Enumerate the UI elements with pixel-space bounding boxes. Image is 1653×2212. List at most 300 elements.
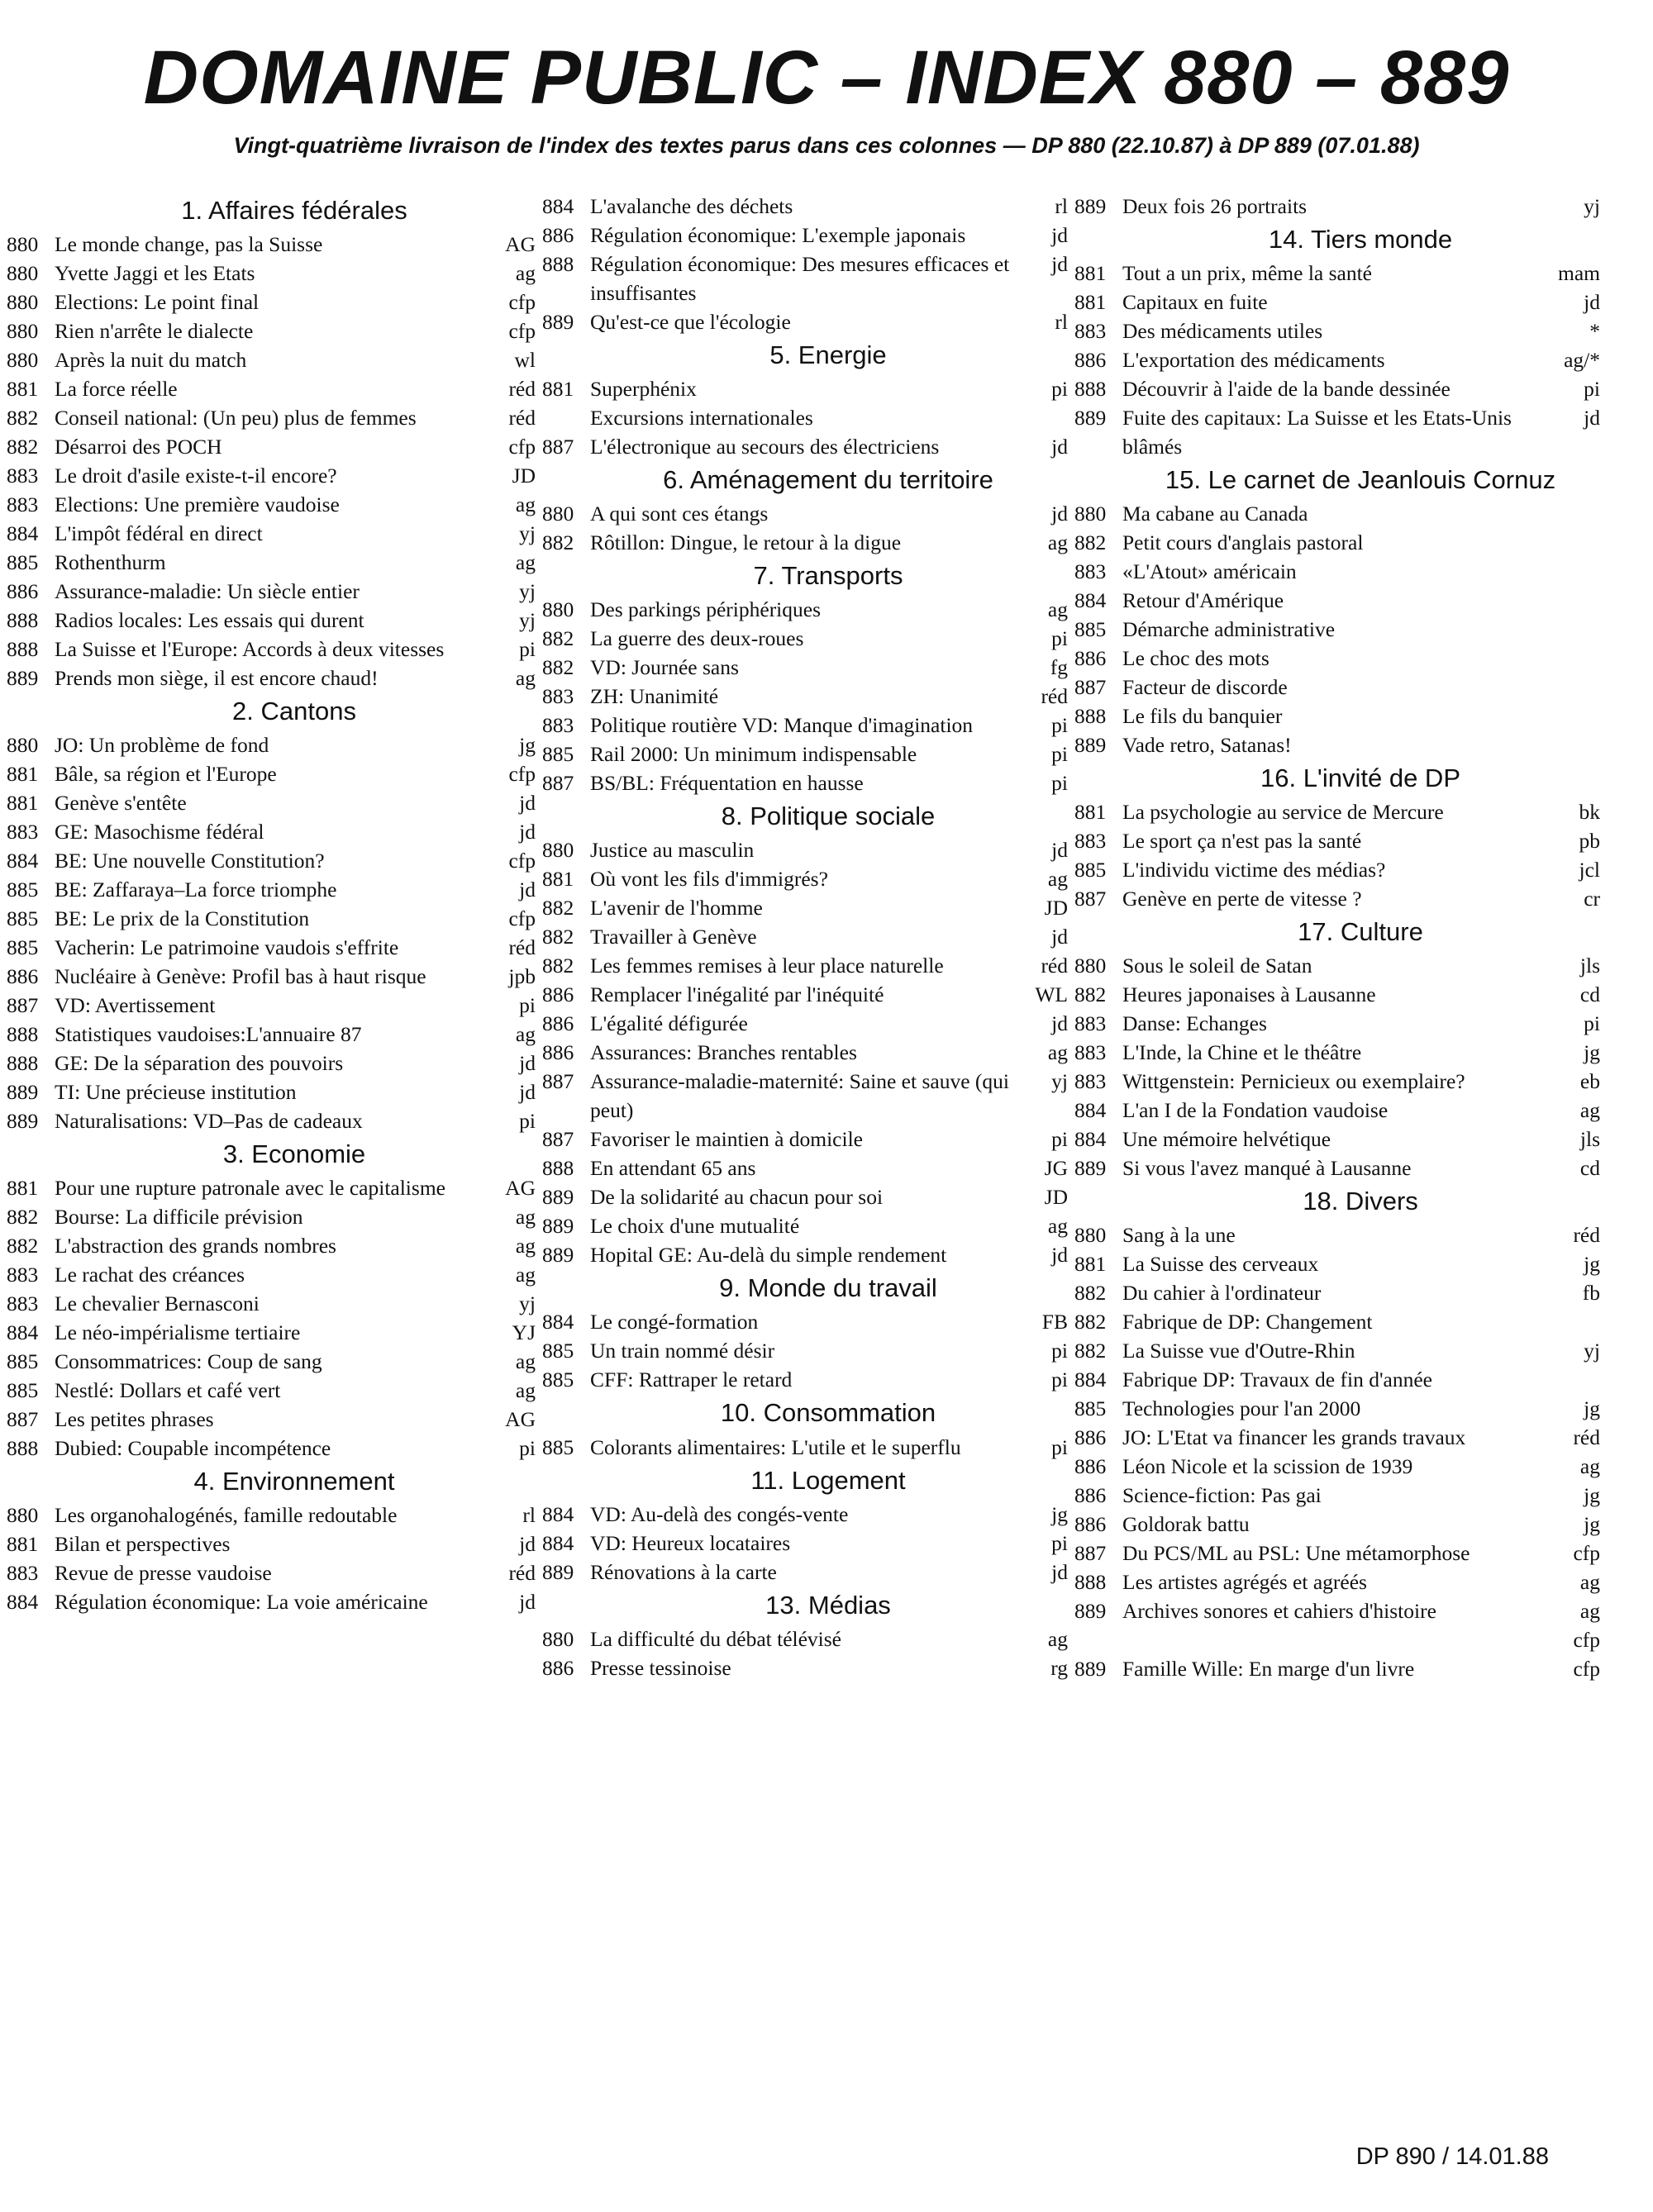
issue-number: 889	[542, 310, 574, 334]
section-heading: 10. Consommation	[720, 1398, 936, 1428]
issue-number: 885	[7, 550, 39, 575]
issue-number: 889	[7, 666, 39, 691]
issue-number: 882	[7, 435, 39, 459]
article-title: Science-fiction: Pas gai	[1122, 1483, 1322, 1508]
issue-number: 888	[1074, 704, 1107, 729]
article-title: Fuite des capitaux: La Suisse et les Etats-Unis blâmés	[1122, 406, 1512, 459]
article-title: Désarroi des POCH	[55, 435, 222, 459]
index-entry	[7, 403, 536, 432]
issue-number: 881	[1074, 1252, 1107, 1277]
index-entry	[1074, 615, 1600, 644]
author-initials: jg	[1584, 1483, 1600, 1508]
author-initials: jd	[519, 1051, 536, 1076]
issue-number: 883	[1074, 1069, 1107, 1094]
article-title: Remplacer l'inégalité par l'inéquité	[590, 982, 884, 1007]
index-entry	[542, 1558, 1068, 1586]
author-initials: réd	[1041, 684, 1068, 709]
issue-number: 883	[7, 1292, 39, 1316]
section-heading: 13. Médias	[765, 1590, 891, 1620]
author-initials: cfp	[508, 290, 536, 315]
index-entry	[7, 1529, 536, 1558]
author-initials: ag	[515, 550, 536, 575]
index-entry	[1074, 855, 1600, 884]
author-initials: pi	[1584, 377, 1600, 402]
section-heading: 2. Cantons	[232, 697, 356, 726]
index-entry	[542, 1154, 1068, 1182]
page-title: DOMAINE PUBLIC – INDEX 880 – 889	[143, 36, 1510, 120]
issue-number: 884	[1074, 1368, 1107, 1392]
issue-number: 882	[7, 1205, 39, 1230]
author-initials: rg	[1050, 1655, 1068, 1680]
index-entry	[542, 711, 1068, 740]
issue-number: 880	[7, 1503, 39, 1528]
issue-number: 886	[1074, 1425, 1107, 1450]
issue-number: 889	[7, 1109, 39, 1134]
issue-number: 883	[7, 1263, 39, 1287]
index-section	[1074, 1182, 1600, 1683]
article-title: L'Inde, la Chine et le théâtre	[1122, 1040, 1362, 1065]
index-entry	[542, 528, 1068, 557]
issue-number: 886	[1074, 646, 1107, 671]
index-entry	[1074, 673, 1600, 702]
issue-number: 880	[1074, 502, 1107, 526]
article-title: Nucléaire à Genève: Profil bas à haut risque	[55, 964, 426, 989]
author-initials: pi	[1051, 1368, 1068, 1392]
author-initials: cd	[1579, 1156, 1600, 1181]
issue-number: 888	[7, 1051, 39, 1076]
article-title: La Suisse et l'Europe: Accords à deux vitesses	[55, 637, 445, 662]
index-entry	[1074, 1278, 1600, 1307]
issue-number: 880	[7, 733, 39, 758]
issue-number: 880	[7, 348, 39, 373]
author-initials: jd	[519, 820, 536, 844]
index-entry	[1074, 1481, 1600, 1510]
index-section	[542, 797, 1068, 1269]
issue-number: 880	[1074, 1223, 1107, 1248]
author-initials: cfp	[508, 762, 536, 787]
index-section	[542, 1586, 1068, 1682]
index-entry	[7, 345, 536, 374]
issue-number: 887	[542, 1069, 574, 1094]
article-title: Nestlé: Dollars et café vert	[55, 1378, 281, 1403]
article-title: Rien n'arrête le dialecte	[55, 319, 254, 344]
index-entry	[7, 1202, 536, 1231]
author-initials: réd	[508, 377, 536, 402]
article-title: Bourse: La difficile prévision	[55, 1205, 303, 1230]
issue-number: 880	[1074, 954, 1107, 978]
index-entry	[542, 835, 1068, 864]
index-entry	[1074, 1249, 1600, 1278]
author-initials: jd	[1051, 925, 1068, 949]
article-title: Léon Nicole et la scission de 1939	[1122, 1454, 1413, 1479]
article-title: Petit cours d'anglais pastoral	[1122, 530, 1364, 555]
author-initials: réd	[1573, 1425, 1600, 1450]
author-initials: ag cfp	[1573, 1599, 1600, 1653]
author-initials: réd	[1573, 1223, 1600, 1248]
article-title: L'abstraction des grands nombres	[55, 1234, 336, 1258]
index-entry	[7, 490, 536, 519]
author-initials: pi	[1051, 1434, 1068, 1459]
article-title: Presse tessinoise	[590, 1655, 731, 1680]
index-entry	[542, 980, 1068, 1009]
index-entry	[7, 875, 536, 904]
article-title: Démarche administrative	[1122, 617, 1336, 642]
index-entry	[1074, 403, 1600, 461]
article-title: BE: Une nouvelle Constitution?	[55, 849, 325, 873]
article-title: Un train nommé désir	[590, 1339, 775, 1363]
index-entry	[7, 316, 536, 345]
article-title: A qui sont ces étangs	[590, 502, 769, 526]
issue-number: 885	[1074, 1396, 1107, 1421]
index-entry	[7, 461, 536, 490]
issue-number: 882	[1074, 530, 1107, 555]
author-initials: jd	[1051, 1011, 1068, 1036]
author-initials: jd	[1051, 1559, 1068, 1584]
index-entry	[7, 730, 536, 759]
issue-number: 889	[7, 1080, 39, 1105]
article-title: L'individu victime des médias?	[1122, 858, 1386, 882]
index-entry	[7, 1405, 536, 1434]
index-entry	[542, 1625, 1068, 1653]
index-entry	[1074, 980, 1600, 1009]
article-title: Les petites phrases	[55, 1407, 214, 1432]
index-entry	[7, 1289, 536, 1318]
index-entry	[542, 1240, 1068, 1269]
author-initials: yj	[1584, 1339, 1600, 1363]
issue-number: 885	[7, 878, 39, 902]
issue-number: 882	[7, 406, 39, 431]
issue-number: 885	[542, 1339, 574, 1363]
index-entry	[1074, 1307, 1600, 1336]
index-entry	[1074, 1125, 1600, 1154]
index-entry	[542, 432, 1068, 461]
index-entry	[542, 922, 1068, 951]
index-entry	[7, 1231, 536, 1260]
article-title: Naturalisations: VD–Pas de cadeaux	[55, 1109, 363, 1134]
article-title: Technologies pour l'an 2000	[1122, 1396, 1361, 1421]
author-initials: yj	[1584, 194, 1600, 218]
article-title: Le congé-formation	[590, 1310, 759, 1334]
index-entry	[542, 740, 1068, 768]
author-initials: jcl	[1579, 858, 1600, 882]
issue-number: 887	[1074, 1541, 1107, 1566]
article-title: Genève en perte de vitesse ?	[1122, 887, 1362, 911]
index-entry	[542, 595, 1068, 624]
author-initials: jg	[1584, 1252, 1600, 1277]
author-initials: ag	[515, 1234, 536, 1258]
issue-number: 886	[1074, 1483, 1107, 1508]
author-initials: bk	[1579, 800, 1600, 825]
author-initials: réd	[1041, 954, 1068, 978]
article-title: Découvrir à l'aide de la bande dessinée	[1122, 377, 1451, 402]
index-entry	[1074, 1038, 1600, 1067]
issue-number: 882	[542, 626, 574, 651]
section-heading: 9. Monde du travail	[719, 1273, 937, 1303]
index-entry	[542, 1365, 1068, 1394]
issue-number: 884	[7, 521, 39, 546]
author-initials: rl	[1055, 310, 1068, 334]
issue-number: 881	[1074, 800, 1107, 825]
issue-number: 882	[542, 925, 574, 949]
article-title: Capitaux en fuite	[1122, 290, 1268, 315]
index-entry	[1074, 316, 1600, 345]
article-title: Des parkings périphériques	[590, 597, 822, 622]
issue-number: 883	[542, 684, 574, 709]
author-initials: ag	[1047, 1214, 1068, 1239]
index-entry	[542, 893, 1068, 922]
article-title: Tout a un prix, même la santé	[1122, 261, 1373, 286]
index-entry	[7, 606, 536, 635]
issue-number: 884	[7, 1590, 39, 1615]
index-column-3	[1074, 192, 1600, 1683]
index-section	[542, 336, 1068, 461]
article-title: Danse: Echanges	[1122, 1011, 1267, 1036]
issue-number: 886	[7, 579, 39, 604]
article-title: Vacherin: Le patrimoine vaudois s'effrite	[55, 935, 399, 960]
author-initials: cfp	[508, 906, 536, 931]
author-initials: pi	[519, 993, 536, 1018]
issue-number: 888	[1074, 1570, 1107, 1595]
index-entry	[542, 951, 1068, 980]
index-entry	[7, 759, 536, 788]
article-title: L'égalité défigurée	[590, 1011, 748, 1036]
article-title: Le choix d'une mutualité	[590, 1214, 800, 1239]
article-title: L'avalanche des déchets	[590, 194, 793, 218]
article-title: Prends mon siège, il est encore chaud!	[55, 666, 379, 691]
index-entry	[542, 682, 1068, 711]
author-initials: AG	[505, 232, 536, 257]
section-heading: 17. Culture	[1298, 917, 1423, 947]
author-initials: réd	[508, 406, 536, 431]
index-entry	[1074, 586, 1600, 615]
section-heading: 18. Divers	[1303, 1187, 1418, 1216]
index-entry	[1074, 1394, 1600, 1423]
author-initials: jls	[1579, 954, 1600, 978]
issue-number: 889	[1074, 194, 1107, 218]
index-section	[1074, 221, 1600, 461]
author-initials: jd	[1051, 838, 1068, 863]
index-entry	[7, 1173, 536, 1202]
article-title: Régulation économique: La voie américaine	[55, 1590, 428, 1615]
issue-number: 881	[542, 867, 574, 892]
article-title: Travailler à Genève	[590, 925, 757, 949]
index-entry	[542, 1307, 1068, 1336]
author-initials: pi	[1051, 377, 1068, 402]
issue-number: 889	[1074, 406, 1107, 431]
article-title: Les organohalogénés, famille redoutable	[55, 1503, 398, 1528]
index-entry	[542, 499, 1068, 528]
index-entry	[542, 1067, 1068, 1125]
article-title: Rail 2000: Un minimum indispensable	[590, 742, 917, 767]
index-section	[542, 1394, 1068, 1461]
issue-number: 886	[542, 1040, 574, 1065]
author-initials: ag	[1579, 1570, 1600, 1595]
author-initials: AG	[505, 1407, 536, 1432]
issue-number: 885	[7, 1378, 39, 1403]
issue-number: 880	[7, 290, 39, 315]
index-entry	[542, 250, 1068, 307]
index-entry	[7, 1049, 536, 1077]
index-entry	[542, 1500, 1068, 1529]
issue-number: 886	[542, 223, 574, 247]
issue-number: 882	[542, 896, 574, 920]
article-title: Bilan et perspectives	[55, 1532, 231, 1557]
article-title: La force réelle	[55, 377, 178, 402]
index-entry	[1074, 1567, 1600, 1596]
index-entry	[1074, 192, 1600, 221]
index-entry	[7, 548, 536, 577]
author-initials: cfp	[1573, 1657, 1600, 1682]
issue-number: 884	[7, 1320, 39, 1345]
article-title: Rothenthurm	[55, 550, 166, 575]
author-initials: JD	[512, 464, 536, 488]
article-title: GE: Masochisme fédéral	[55, 820, 264, 844]
issue-number: 880	[7, 232, 39, 257]
issue-number: 883	[1074, 1011, 1107, 1036]
author-initials: YJ	[512, 1320, 536, 1345]
index-entry	[7, 432, 536, 461]
author-initials: jls	[1579, 1127, 1600, 1152]
issue-number: 883	[542, 713, 574, 738]
author-initials: mam	[1558, 261, 1600, 286]
author-initials: ag	[515, 261, 536, 286]
article-title: JO: L'Etat va financer les grands travaux	[1122, 1425, 1466, 1450]
issue-footer: DP 890 / 14.01.88	[1355, 2143, 1549, 2170]
issue-number: 884	[542, 1501, 574, 1526]
index-entry	[7, 259, 536, 288]
index-entry	[1074, 1067, 1600, 1096]
issue-number: 885	[7, 906, 39, 931]
article-title: La guerre des deux-roues	[590, 626, 804, 651]
author-initials: JD	[1044, 1185, 1068, 1210]
author-initials: ag	[1047, 867, 1068, 892]
article-title: GE: De la séparation des pouvoirs	[55, 1051, 344, 1076]
issue-number: 886	[542, 1655, 574, 1680]
index-entry	[542, 1211, 1068, 1240]
article-title: Du PCS/ML au PSL: Une métamorphose	[1122, 1541, 1470, 1566]
author-initials: ag	[1047, 597, 1068, 622]
index-entry	[1074, 1096, 1600, 1125]
issue-number: 889	[542, 1243, 574, 1268]
issue-number: 881	[542, 377, 574, 402]
issue-number: 883	[7, 820, 39, 844]
index-entry	[7, 1077, 536, 1106]
article-title: Archives sonores et cahiers d'histoire	[1122, 1599, 1436, 1624]
issue-number: 884	[542, 1530, 574, 1555]
author-initials: jg	[1051, 1501, 1068, 1526]
index-entry	[542, 1433, 1068, 1462]
article-title: Statistiques vaudoises:L'annuaire 87	[55, 1022, 362, 1047]
author-initials: yj	[519, 521, 536, 546]
article-title: Colorants alimentaires: L'utile et le superflu	[590, 1434, 961, 1459]
issue-number: 886	[7, 964, 39, 989]
article-title: Pour une rupture patronale avec le capitalisme	[55, 1176, 445, 1201]
section-heading: 8. Politique sociale	[721, 802, 936, 831]
issue-number: 883	[7, 464, 39, 488]
author-initials: pi	[1051, 771, 1068, 796]
author-initials: pi	[1051, 713, 1068, 738]
article-title: Genève s'entête	[55, 791, 187, 816]
author-initials: yj	[519, 1292, 536, 1316]
index-entry	[7, 846, 536, 875]
index-column-2	[542, 192, 1068, 1682]
author-initials: wl	[514, 348, 536, 373]
index-section	[7, 692, 536, 1135]
author-initials: jd	[519, 1080, 536, 1105]
article-title: L'électronique au secours des électriciens	[590, 435, 940, 459]
article-title: Fabrique DP: Travaux de fin d'année	[1122, 1368, 1432, 1392]
index-entry	[1074, 1423, 1600, 1452]
index-entry	[7, 991, 536, 1020]
author-initials: ag	[1047, 1040, 1068, 1065]
index-entry	[542, 1653, 1068, 1682]
author-initials: fb	[1582, 1281, 1600, 1306]
index-section	[7, 192, 536, 692]
author-initials: ag	[1579, 1098, 1600, 1123]
issue-number: 882	[542, 530, 574, 555]
section-heading: 4. Environnement	[193, 1467, 395, 1496]
issue-number: 887	[7, 1407, 39, 1432]
issue-number: 881	[7, 377, 39, 402]
author-initials: pi	[1051, 1339, 1068, 1363]
index-column-1	[7, 192, 536, 1616]
index-entry	[542, 1125, 1068, 1154]
author-initials: yj	[1051, 1069, 1068, 1094]
index-entry	[1074, 259, 1600, 288]
issue-number: 889	[1074, 1599, 1107, 1624]
issue-number: 883	[1074, 829, 1107, 854]
author-initials: jd	[519, 878, 536, 902]
article-title: Bâle, sa région et l'Europe	[55, 762, 277, 787]
article-title: Vade retro, Satanas!	[1122, 733, 1292, 758]
index-entry	[7, 788, 536, 817]
article-title: Le choc des mots	[1122, 646, 1270, 671]
index-entry	[542, 403, 1068, 432]
author-initials: pi	[1051, 1530, 1068, 1555]
index-section	[542, 1462, 1068, 1586]
section-heading: 3. Economie	[222, 1139, 366, 1169]
section-heading: 11. Logement	[750, 1465, 906, 1495]
article-title: La psychologie au service de Mercure	[1122, 800, 1444, 825]
article-title: La difficulté du débat télévisé	[590, 1626, 841, 1651]
author-initials: réd	[508, 935, 536, 960]
index-entry	[542, 307, 1068, 336]
article-title: Deux fois 26 portraits	[1122, 194, 1308, 218]
author-initials: jg	[1584, 1396, 1600, 1421]
issue-number: 887	[1074, 675, 1107, 700]
index-entry	[542, 374, 1068, 403]
article-title: En attendant 65 ans	[590, 1156, 756, 1181]
author-initials: *	[1589, 319, 1600, 344]
index-section	[542, 461, 1068, 557]
index-entry	[7, 288, 536, 316]
issue-number: 885	[7, 1349, 39, 1374]
article-title: BE: Zaffaraya–La force triomphe	[55, 878, 337, 902]
article-title: Ma cabane au Canada	[1122, 502, 1308, 526]
author-initials: FB	[1041, 1310, 1068, 1334]
article-title: VD: Avertissement	[55, 993, 216, 1018]
section-heading: 5. Energie	[769, 340, 887, 369]
index-entry	[7, 230, 536, 259]
index-entry	[1074, 1220, 1600, 1249]
issue-number: 885	[1074, 858, 1107, 882]
article-title: Hopital GE: Au-delà du simple rendement	[590, 1243, 947, 1268]
index-entry	[1074, 288, 1600, 316]
index-entry	[1074, 644, 1600, 673]
issue-number: 884	[1074, 1127, 1107, 1152]
article-title: Excursions internationales	[590, 406, 813, 431]
article-title: VD: Journée sans	[590, 655, 739, 680]
